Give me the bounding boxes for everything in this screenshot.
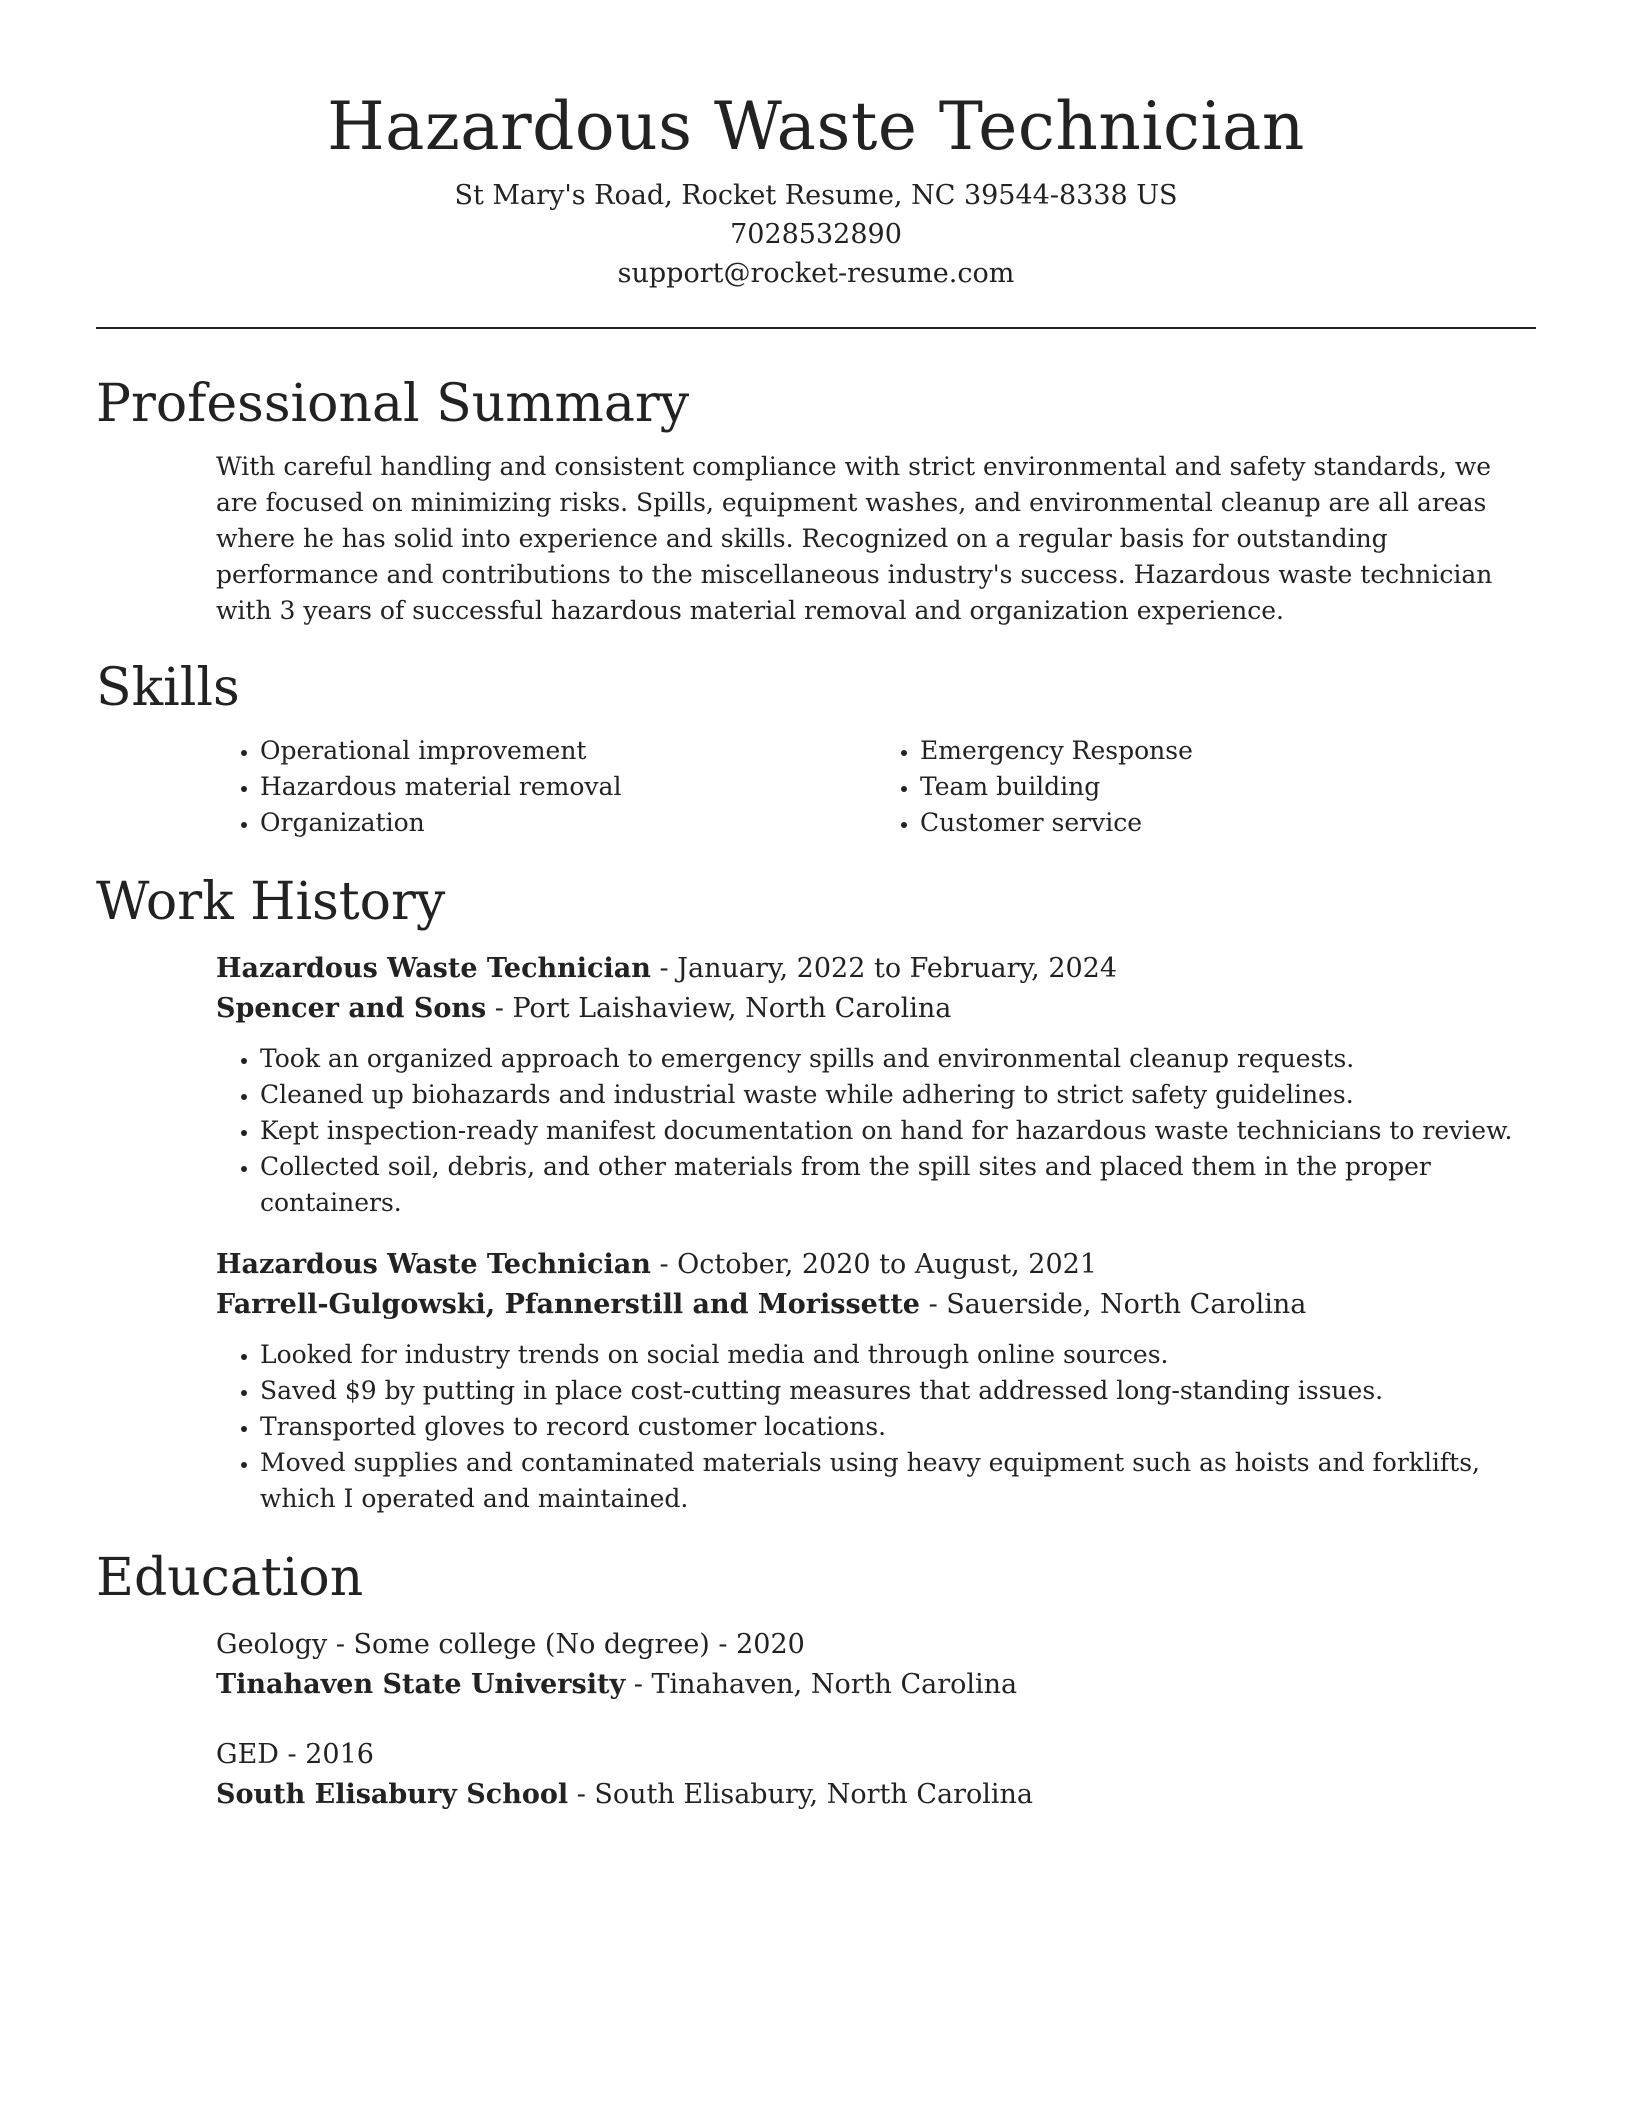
skill-item: • Customer service xyxy=(920,805,1536,841)
job-company: Farrell-Gulgowski, Pfannerstill and Morissette xyxy=(216,1289,920,1320)
candidate-name: Hazardous Waste Technician xyxy=(327,88,1305,165)
skills-column-left xyxy=(216,733,876,841)
skill-item: • Team building xyxy=(920,769,1536,805)
work-history-heading: Work History xyxy=(96,872,446,932)
skills-heading: Skills xyxy=(96,658,240,718)
job-role: Hazardous Waste Technician xyxy=(216,953,651,984)
job-bullet: • Moved supplies and contaminated materials using heavy equipment such as hoists and forklifts, which I operated and maintained. xyxy=(260,1445,1536,1517)
job-bullets xyxy=(216,1337,1536,1517)
summary-section xyxy=(96,371,1536,629)
education-location: - South Elisabury, North Carolina xyxy=(568,1779,1033,1810)
job-role: Hazardous Waste Technician xyxy=(216,1249,651,1280)
resume-header xyxy=(96,0,1536,293)
education-school: South Elisabury School xyxy=(216,1779,569,1810)
job-bullet: • Transported gloves to record customer locations. xyxy=(260,1409,1536,1445)
job-company: Spencer and Sons xyxy=(216,993,487,1024)
education-school-line xyxy=(216,1665,1536,1705)
job-dates: - January, 2022 to February, 2024 xyxy=(650,953,1118,984)
skill-item: • Operational improvement xyxy=(260,733,876,769)
job-bullets xyxy=(216,1041,1536,1221)
job-entry xyxy=(216,949,1536,1221)
job-bullet: • Kept inspection-ready manifest documentation on hand for hazardous waste technicians to review. xyxy=(260,1113,1536,1149)
education-degree: Geology - Some college (No degree) - 2020 xyxy=(216,1629,805,1660)
job-bullet: • Looked for industry trends on social media and through online sources. xyxy=(260,1337,1536,1373)
contact-address: St Mary's Road, Rocket Resume, NC 39544-8338 US xyxy=(454,180,1178,211)
work-history-section xyxy=(96,869,1536,1517)
education-section xyxy=(96,1545,1536,1815)
education-heading: Education xyxy=(96,1548,364,1608)
skills-section xyxy=(96,655,1536,841)
education-school-line xyxy=(216,1775,1536,1815)
job-dates: - October, 2020 to August, 2021 xyxy=(650,1249,1098,1280)
job-company-line xyxy=(216,989,1536,1029)
education-entry xyxy=(216,1735,1536,1815)
job-title-line xyxy=(216,1245,1536,1285)
education-school: Tinahaven State University xyxy=(216,1669,626,1700)
header-divider xyxy=(96,327,1536,329)
resume-page xyxy=(96,0,1536,1815)
contact-email: support@rocket-resume.com xyxy=(617,258,1015,289)
education-entry xyxy=(216,1625,1536,1705)
job-bullet: • Collected soil, debris, and other materials from the spill sites and placed them in the proper containers. xyxy=(260,1149,1536,1221)
job-location: - Port Laishaview, North Carolina xyxy=(486,993,952,1024)
education-degree: GED - 2016 xyxy=(216,1739,374,1770)
skill-item: • Emergency Response xyxy=(920,733,1536,769)
summary-text: With careful handling and consistent compliance with strict environmental and safety standards, we are focused on minimizing risks. Spills, equipment washes, and environmental cleanup are all areas where he has solid into experience and skills. Recognized on a regular basis for outstanding performance and contributions to the miscellaneous industry's success. Hazardous waste technician with 3 years of successful hazardous material removal and organization experience. xyxy=(216,452,1493,625)
job-company-line xyxy=(216,1285,1536,1325)
job-location: - Sauerside, North Carolina xyxy=(919,1289,1307,1320)
job-bullet: • Cleaned up biohazards and industrial waste while adhering to strict safety guidelines. xyxy=(260,1077,1536,1113)
skills-grid xyxy=(216,733,1536,841)
job-bullet: • Took an organized approach to emergency spills and environmental cleanup requests. xyxy=(260,1041,1536,1077)
summary-heading: Professional Summary xyxy=(96,374,690,434)
contact-phone: 7028532890 xyxy=(730,219,902,250)
job-bullet: • Saved $9 by putting in place cost-cutting measures that addressed long-standing issues. xyxy=(260,1373,1536,1409)
job-title-line xyxy=(216,949,1536,989)
contact-info xyxy=(96,176,1536,293)
skill-item: • Organization xyxy=(260,805,876,841)
skill-item: • Hazardous material removal xyxy=(260,769,876,805)
education-location: - Tinahaven, North Carolina xyxy=(625,1669,1018,1700)
job-entry xyxy=(216,1245,1536,1517)
skills-column-right xyxy=(876,733,1536,841)
